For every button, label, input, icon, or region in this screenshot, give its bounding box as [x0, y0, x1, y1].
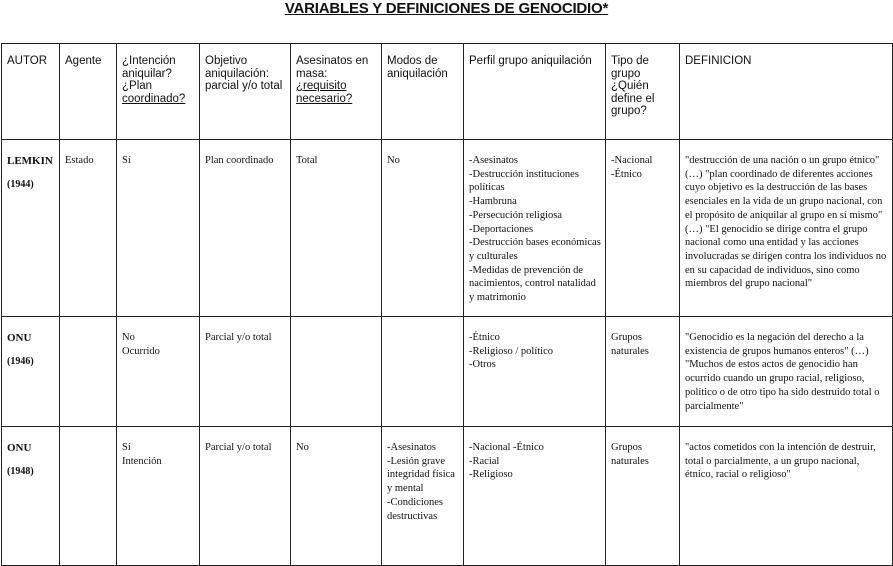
header-tipo: Tipo de grupo ¿Quién define el grupo?: [606, 44, 680, 140]
definicion-text: "destrucción de una nación o un grupo étnico" (…) "plan coordinado de diferentes acciones cuyo objetivo es la destrucción de las bases esenciales en la vida de un grupo nacional, con el propósito de aniquilar al grupo en sí mismo" (…) "El genocidio se dirige contra el grupo nacional como una entidad y las acciones involucradas se dirigen contra los individuos no en su capacidad de individuos, sino como miembros del grupo nacional": [685, 155, 887, 290]
agente-cell: [60, 140, 117, 317]
intencion-cell: [117, 317, 200, 427]
asesinatos-value: Total: [296, 155, 318, 166]
perfil-item: -Religioso: [469, 469, 513, 481]
perfil-item: -Destrucción instituciones políticas: [469, 168, 579, 194]
perfil-item: -Deportaciones: [469, 223, 534, 235]
perfil-cell: [464, 427, 606, 566]
header-intencion: [117, 44, 200, 140]
modos-cell: [382, 317, 464, 427]
definicion-text: "Genocidio es la negación del derecho a la existencia de grupos humanos enteros" (…) "Muchos de estos actos de genocidio han ocurrido cuando un grupo racial, religioso, político o de otro tipo ha sido destruido total o parcialmente": [685, 332, 880, 412]
modos-item: -Condiciones destructivas: [387, 496, 443, 522]
table-row: [2, 427, 893, 566]
autor-name: ONU: [7, 332, 32, 344]
objetivo-value: Plan coordinado: [205, 155, 274, 166]
perfil-item: -Hambruna: [469, 196, 517, 208]
header-modos: Modos de aniquilación: [382, 44, 464, 140]
intencion-cell: [117, 140, 200, 317]
autor-year: (1946): [7, 356, 34, 367]
autor-cell: [2, 317, 60, 427]
autor-name: LEMKIN: [7, 155, 53, 167]
autor-year: (1948): [7, 466, 34, 477]
page-title: VARIABLES Y DEFINICIONES DE GENOCIDIO*: [284, 0, 609, 17]
perfil-item: -Asesinatos: [469, 155, 518, 166]
modos-item: -Asesinatos: [387, 442, 436, 453]
perfil-item: -Persecución religiosa: [469, 209, 563, 221]
tipo-cell: [606, 427, 680, 566]
header-intencion-line1: ¿Intención aniquilar?: [122, 55, 176, 80]
tipo-item: naturales: [611, 455, 649, 467]
autor-cell: [2, 140, 60, 317]
table-row: [2, 140, 893, 317]
intencion-value: Intención: [122, 455, 162, 467]
perfil-item: -Racial: [469, 455, 500, 467]
autor-name: ONU: [7, 442, 32, 454]
asesinatos-cell: [291, 140, 382, 317]
objetivo-value: Parcial y/o total: [205, 442, 272, 453]
agente-value: Estado: [65, 155, 94, 166]
tipo-item: -Étnico: [611, 168, 642, 180]
asesinatos-cell: [291, 427, 382, 566]
header-objetivo: Objetivo aniquilación: parcial y/o total: [200, 44, 291, 140]
intencion-value: Ocurrido: [122, 345, 160, 357]
objetivo-value: Parcial y/o total: [205, 332, 272, 343]
header-asesinatos-line1: Asesinatos en masa:: [296, 55, 369, 80]
perfil-cell: [464, 140, 606, 317]
tipo-item: Grupos: [611, 332, 642, 343]
perfil-item: -Nacional -Étnico: [469, 442, 544, 453]
autor-cell: [2, 427, 60, 566]
intencion-cell: [117, 427, 200, 566]
header-asesinatos-line2: ¿requisito necesario?: [296, 80, 353, 105]
modos-item: -Lesión grave integridad física y mental: [387, 455, 455, 495]
perfil-item: -Destrucción bases económicas y culturales: [469, 237, 601, 262]
tipo-cell: [606, 140, 680, 317]
definicion-cell: [680, 317, 893, 427]
asesinatos-value: No: [296, 442, 309, 453]
header-asesinatos: [291, 44, 382, 140]
definicion-text: "actos cometidos con la intención de destruir, total o parcialmente, a un grupo nacional, étnico, racial o religioso": [685, 442, 876, 481]
header-autor: AUTOR: [2, 44, 60, 140]
tipo-item: -Nacional: [611, 155, 653, 166]
header-intencion-line3: coordinado?: [122, 92, 186, 105]
tipo-cell: [606, 317, 680, 427]
header-agente: Agente: [60, 44, 117, 140]
header-definicion: DEFINICION: [680, 44, 893, 140]
objetivo-cell: [200, 140, 291, 317]
modos-item: No: [387, 155, 400, 166]
objetivo-cell: [200, 317, 291, 427]
asesinatos-cell: [291, 317, 382, 427]
perfil-item: -Medidas de prevención de nacimientos, control natalidad y matrimonio: [469, 264, 596, 304]
intencion-value: No: [122, 332, 135, 343]
intencion-value: Sí: [122, 155, 131, 166]
table-row: [2, 317, 893, 427]
header-intencion-line2: ¿Plan: [122, 80, 153, 92]
objetivo-cell: [200, 427, 291, 566]
intencion-value: Sí: [122, 442, 131, 453]
modos-cell: [382, 140, 464, 317]
agente-cell: [60, 427, 117, 566]
header-perfil: Perfil grupo aniquilación: [464, 44, 606, 140]
perfil-cell: [464, 317, 606, 427]
perfil-item: -Étnico: [469, 332, 500, 343]
genocide-variables-table: [1, 43, 893, 566]
tipo-item: naturales: [611, 345, 649, 357]
autor-year: (1944): [7, 179, 34, 190]
header-row: [2, 44, 893, 140]
tipo-item: Grupos: [611, 442, 642, 453]
perfil-item: -Religioso / político: [469, 345, 553, 357]
definicion-cell: [680, 140, 893, 317]
modos-cell: [382, 427, 464, 566]
perfil-item: -Otros: [469, 359, 496, 371]
agente-cell: [60, 317, 117, 427]
definicion-cell: [680, 427, 893, 566]
